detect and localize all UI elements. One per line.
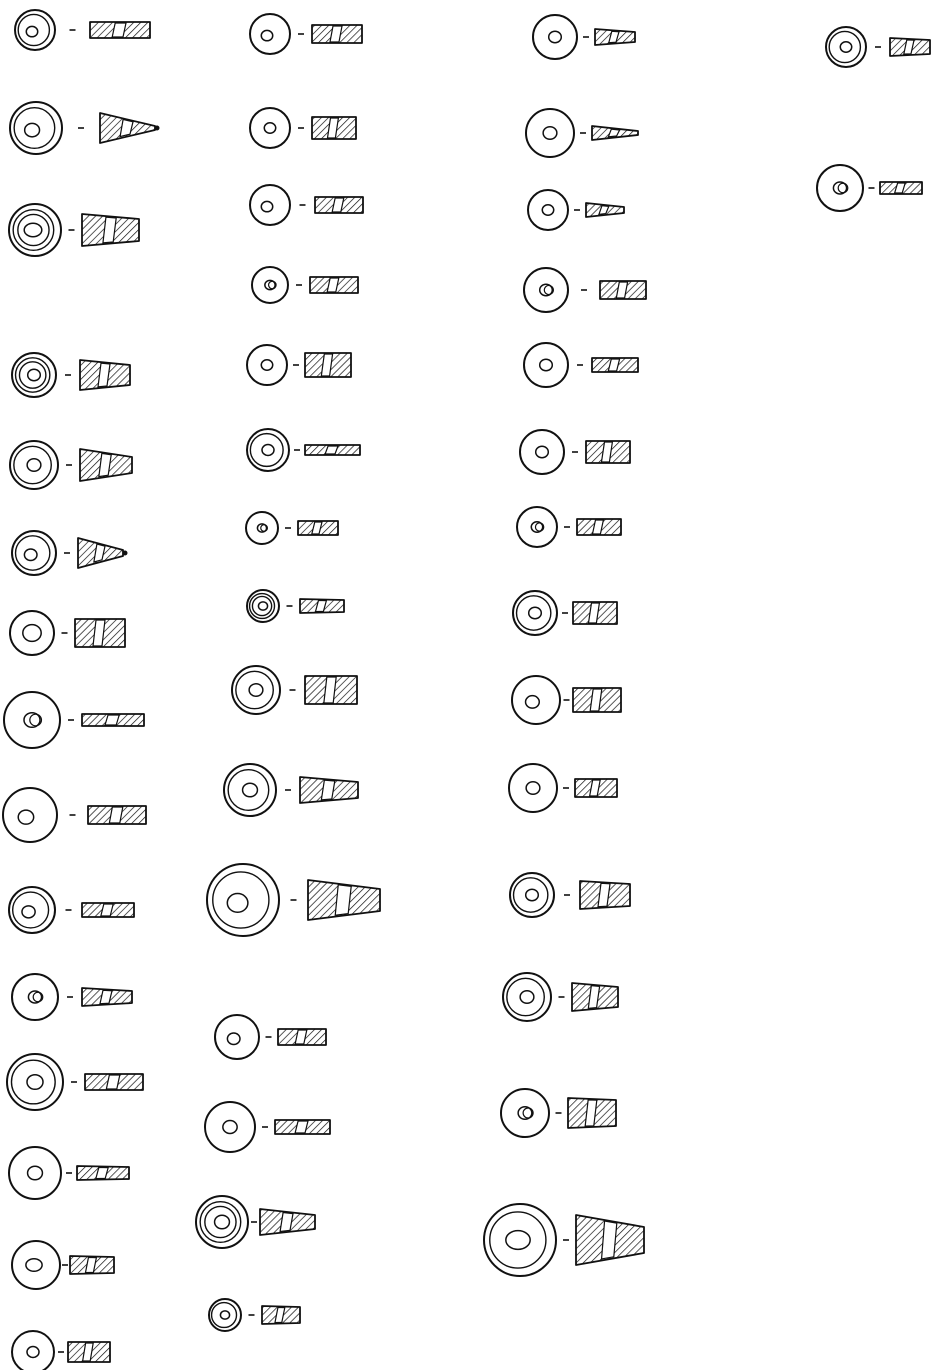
bead-c1-02 <box>10 102 160 154</box>
bead-face-icon <box>7 1054 63 1110</box>
bead-face-icon <box>12 531 56 575</box>
bead-c2-01 <box>250 14 362 54</box>
bead-face-icon <box>513 591 557 635</box>
bead-profile-icon <box>315 197 363 213</box>
bead-profile-icon <box>586 441 630 463</box>
bead-profile-icon <box>298 521 338 535</box>
bead-c4-01 <box>826 27 930 67</box>
bead-profile-icon <box>300 599 344 613</box>
bead-profile-icon <box>308 880 380 920</box>
bead-profile-icon <box>262 1306 300 1324</box>
bead-profile-icon <box>80 360 130 390</box>
bead-c2-15 <box>209 1299 300 1331</box>
bead-face-icon <box>524 268 568 312</box>
bead-face-icon <box>509 764 557 812</box>
bead-c1-07 <box>10 611 125 655</box>
bead-c2-07 <box>246 512 338 544</box>
bead-profile-icon <box>78 538 128 568</box>
bead-face-icon <box>247 590 279 622</box>
bead-face-icon <box>196 1196 248 1248</box>
bead-face-icon <box>15 10 55 50</box>
bead-face-icon <box>4 692 60 748</box>
bead-profile-icon <box>600 281 646 299</box>
bead-c1-08 <box>4 692 144 748</box>
bead-face-icon <box>826 27 866 67</box>
bead-profile-icon <box>275 1120 330 1134</box>
bead-c3-13 <box>501 1089 616 1137</box>
bead-profile-icon <box>82 903 134 917</box>
bead-face-icon <box>12 1241 60 1289</box>
bead-c3-01 <box>533 15 635 59</box>
bead-c2-02 <box>250 108 356 148</box>
bead-profile-icon <box>592 358 638 372</box>
bead-c2-11 <box>207 864 380 936</box>
bead-c2-14 <box>196 1196 315 1248</box>
bead-profile-icon <box>68 1342 110 1362</box>
bead-profile-icon <box>572 983 618 1011</box>
bead-face-icon <box>247 345 287 385</box>
bead-profile-icon <box>70 1256 114 1274</box>
bead-c3-09 <box>512 676 621 724</box>
bead-profile-icon <box>576 1215 644 1265</box>
bead-face-icon <box>250 185 290 225</box>
bead-face-icon <box>501 1089 549 1137</box>
bead-c3-07 <box>517 507 621 547</box>
bead-face-icon <box>246 512 278 544</box>
bead-face-icon <box>3 788 57 842</box>
bead-c1-11 <box>12 974 132 1020</box>
bead-c3-06 <box>520 430 630 474</box>
bead-face-icon <box>10 441 58 489</box>
bead-face-icon <box>247 429 289 471</box>
bead-profile-icon <box>85 1074 143 1090</box>
bead-profile-icon <box>310 277 358 293</box>
bead-c3-08 <box>513 591 617 635</box>
bead-face-icon <box>10 611 54 655</box>
bead-profile-icon <box>568 1098 616 1128</box>
bead-face-icon <box>484 1204 556 1276</box>
bead-face-icon <box>12 353 56 397</box>
bead-c1-03 <box>9 204 139 256</box>
bead-profile-icon <box>305 676 357 704</box>
bead-c1-06 <box>12 531 128 575</box>
bead-face-icon <box>224 764 276 816</box>
bead-profile-icon <box>586 203 624 217</box>
bead-c2-12 <box>215 1015 326 1059</box>
bead-profile-icon <box>260 1209 315 1235</box>
bead-profile-icon <box>90 22 150 38</box>
bead-face-icon <box>9 1147 61 1199</box>
bead-profile-icon <box>75 619 125 647</box>
bead-profile-icon <box>575 779 617 797</box>
bead-profile-icon <box>880 182 922 194</box>
bead-profile-icon <box>312 117 356 139</box>
bead-c2-10 <box>224 764 358 816</box>
bead-profile-icon <box>305 353 351 377</box>
bead-c3-02 <box>526 109 638 157</box>
bead-face-icon <box>250 14 290 54</box>
bead-c3-11 <box>510 873 630 917</box>
bead-face-icon <box>9 204 61 256</box>
bead-face-icon <box>10 102 62 154</box>
bead-face-icon <box>209 1299 241 1331</box>
bead-c1-12 <box>7 1054 143 1110</box>
bead-c1-09 <box>3 788 146 842</box>
bead-c3-03 <box>528 190 624 230</box>
bead-profile-icon <box>80 449 132 481</box>
bead-c1-13 <box>9 1147 129 1199</box>
bead-c2-09 <box>232 666 357 714</box>
bead-profile-icon <box>312 25 362 43</box>
bead-profile-icon <box>580 881 630 909</box>
bead-profile-icon <box>573 688 621 712</box>
bead-c2-05 <box>247 345 351 385</box>
bead-c3-12 <box>503 973 618 1021</box>
bead-face-icon <box>232 666 280 714</box>
bead-c2-08 <box>247 590 344 622</box>
bead-c2-06 <box>247 429 360 471</box>
bead-face-icon <box>524 343 568 387</box>
bead-face-icon <box>12 974 58 1020</box>
bead-c2-13 <box>205 1102 330 1152</box>
bead-face-icon <box>533 15 577 59</box>
bead-profile-icon <box>88 806 146 824</box>
bead-c2-04 <box>252 267 358 303</box>
bead-face-icon <box>205 1102 255 1152</box>
bead-face-icon <box>207 864 279 936</box>
bead-profile-icon <box>305 445 360 455</box>
bead-profile-icon <box>278 1029 326 1045</box>
bead-c1-05 <box>10 441 132 489</box>
bead-c1-01 <box>15 10 150 50</box>
bead-c1-15 <box>12 1331 110 1370</box>
bead-c3-04 <box>524 268 646 312</box>
bead-c3-14 <box>484 1204 644 1276</box>
bead-profile-icon <box>595 29 635 45</box>
bead-face-icon <box>503 973 551 1021</box>
bead-profile-icon <box>573 602 617 624</box>
bead-face-icon <box>512 676 560 724</box>
bead-c3-05 <box>524 343 638 387</box>
bead-profile-icon <box>592 126 638 140</box>
bead-face-icon <box>517 507 557 547</box>
bead-c2-03 <box>250 185 363 225</box>
bead-face-icon <box>12 1331 54 1370</box>
bead-face-icon <box>215 1015 259 1059</box>
bead-profile-icon <box>100 113 160 143</box>
bead-face-icon <box>250 108 290 148</box>
bead-face-icon <box>510 873 554 917</box>
bead-c1-10 <box>9 887 134 933</box>
bead-profile-icon <box>300 777 358 803</box>
bead-profile-icon <box>890 38 930 56</box>
bead-face-icon <box>252 267 288 303</box>
bead-c1-14 <box>12 1241 114 1289</box>
bead-face-icon <box>9 887 55 933</box>
bead-profile-icon <box>82 988 132 1006</box>
bead-c3-10 <box>509 764 617 812</box>
bead-face-icon <box>520 430 564 474</box>
bead-profile-icon <box>82 214 139 246</box>
bead-profile-icon <box>82 714 144 726</box>
bead-face-icon <box>817 165 863 211</box>
bead-face-icon <box>526 109 574 157</box>
bead-profile-icon <box>77 1166 129 1180</box>
bead-c4-02 <box>817 165 922 211</box>
bead-profile-icon <box>577 519 621 535</box>
bead-c1-04 <box>12 353 130 397</box>
bead-face-icon <box>528 190 568 230</box>
